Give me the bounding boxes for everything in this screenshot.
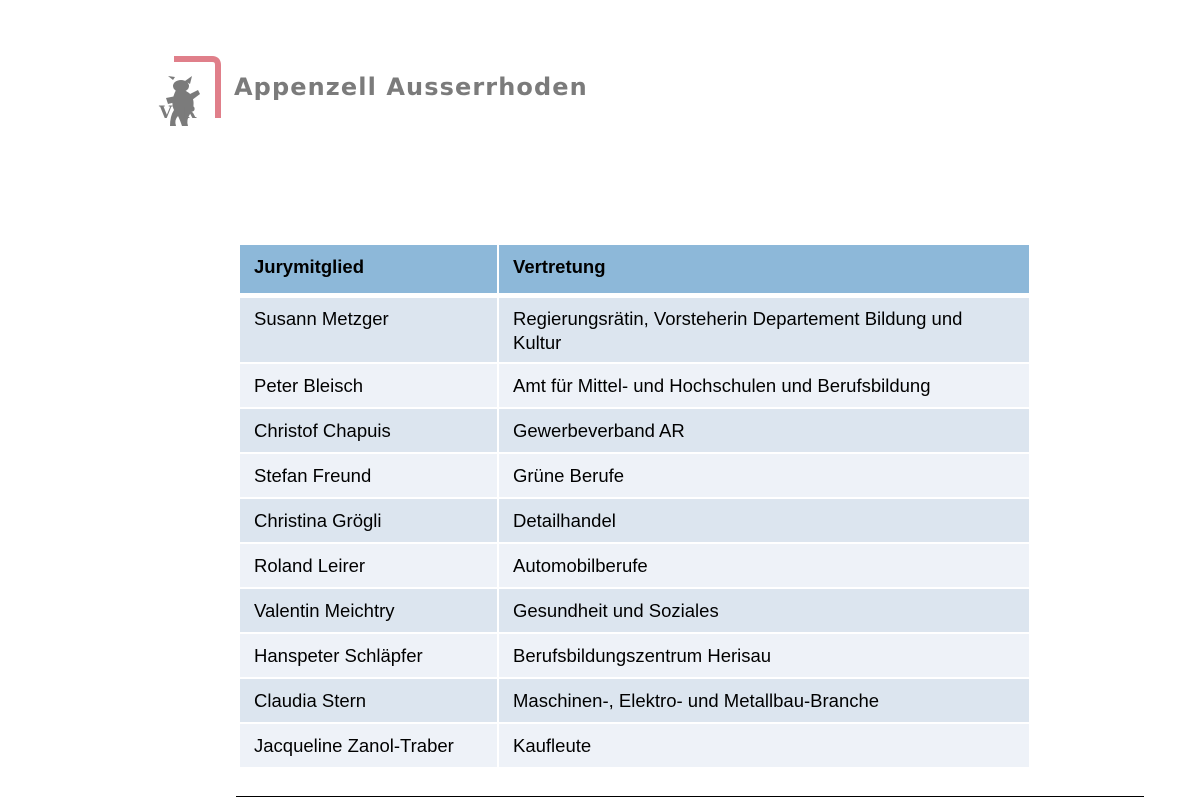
representation-cell: Amt für Mittel- und Hochschulen und Berufsbildung xyxy=(499,364,1029,407)
member-cell: Susann Metzger xyxy=(240,298,497,362)
representation-cell: Gewerbeverband AR xyxy=(499,409,1029,452)
member-cell: Roland Leirer xyxy=(240,544,497,587)
member-cell: Christof Chapuis xyxy=(240,409,497,452)
table-header-row xyxy=(240,245,1029,293)
column-header-member: Jurymitglied xyxy=(240,245,497,293)
representation-cell: Berufsbildungszentrum Herisau xyxy=(499,634,1029,677)
table-row xyxy=(240,298,1029,362)
representation-cell: Maschinen-, Elektro- und Metallbau-Branche xyxy=(499,679,1029,722)
member-cell: Valentin Meichtry xyxy=(240,589,497,632)
representation-cell: Kaufleute xyxy=(499,724,1029,767)
table-row xyxy=(240,409,1029,452)
column-header-representation: Vertretung xyxy=(499,245,1029,293)
representation-cell: Detailhandel xyxy=(499,499,1029,542)
representation-cell: Gesundheit und Soziales xyxy=(499,589,1029,632)
table-row xyxy=(240,364,1029,407)
table-row xyxy=(240,634,1029,677)
member-cell: Stefan Freund xyxy=(240,454,497,497)
table-row xyxy=(240,679,1029,722)
table-row xyxy=(240,454,1029,497)
member-cell: Claudia Stern xyxy=(240,679,497,722)
member-cell: Jacqueline Zanol-Traber xyxy=(240,724,497,767)
canton-logo xyxy=(156,56,596,132)
canton-name: Appenzell Ausserrhoden xyxy=(234,73,588,101)
table-row xyxy=(240,544,1029,587)
logo-letters: VR xyxy=(159,103,207,123)
jury-table xyxy=(238,243,1031,769)
table-row xyxy=(240,724,1029,767)
representation-cell: Automobilberufe xyxy=(499,544,1029,587)
representation-cell: Grüne Berufe xyxy=(499,454,1029,497)
member-cell: Peter Bleisch xyxy=(240,364,497,407)
footer-divider xyxy=(236,796,1144,797)
representation-cell: Regierungsrätin, Vorsteherin Departement Bildung und Kultur xyxy=(499,298,1029,362)
member-cell: Hanspeter Schläpfer xyxy=(240,634,497,677)
table-row xyxy=(240,589,1029,632)
member-cell: Christina Grögli xyxy=(240,499,497,542)
table-row xyxy=(240,499,1029,542)
bear-coat-of-arms-icon xyxy=(156,56,222,132)
